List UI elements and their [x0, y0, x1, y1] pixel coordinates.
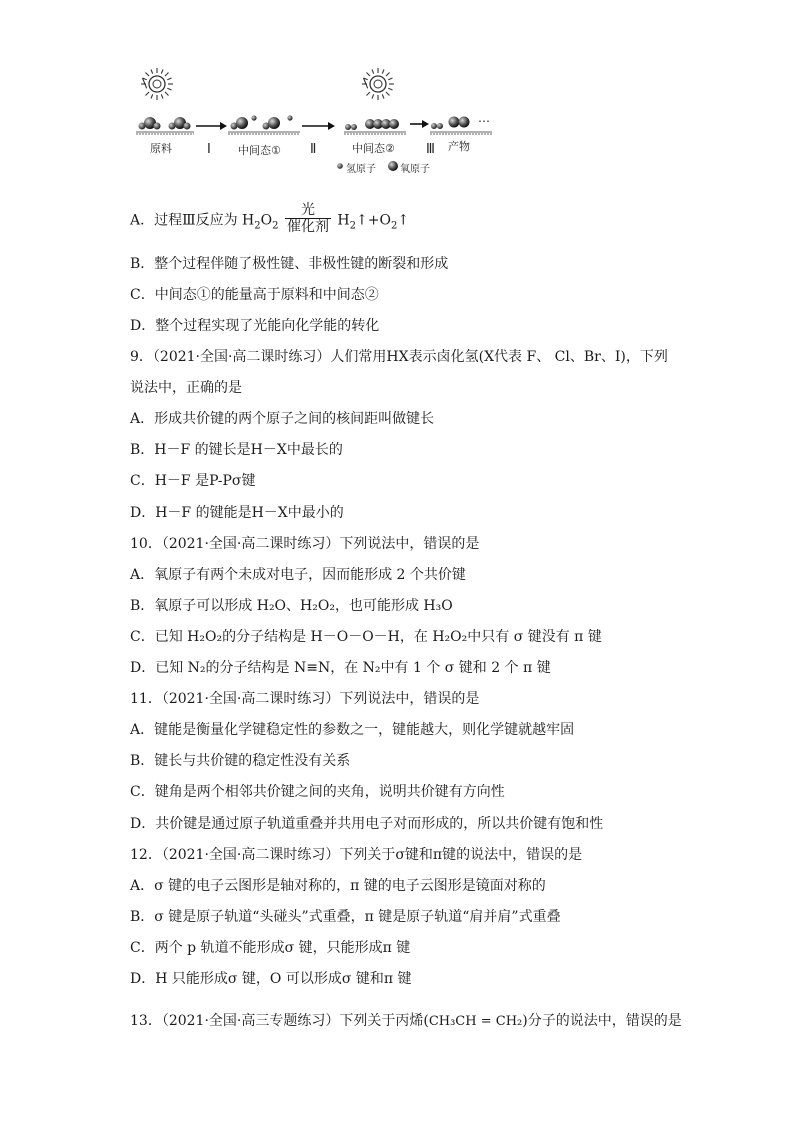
q9-option-d: D．H－F 的键能是H－X中最小的	[130, 505, 344, 521]
q13-stem	[130, 1011, 682, 1032]
q8-a-sub2: 2	[272, 220, 279, 232]
q8-option-c: C．中间态①的能量高于原料和中间态②	[130, 287, 379, 303]
q12-option-a: A．σ 键的电子云图形是轴对称的，π 键的电子云图形是镜面对称的	[130, 878, 546, 894]
q9-option-c: C．H－F 是P-Pσ键	[130, 473, 256, 489]
q9-option-a: A．形成共价键的两个原子之间的核间距叫做键长	[130, 411, 435, 427]
q8-a-condition-light: 光	[285, 202, 331, 219]
q8-option-a	[130, 204, 409, 237]
q11-option-a: A．键能是衡量化学键稳定性的参数之一，键能越大，则化学键就越牢固	[130, 722, 575, 738]
sun-icon-1	[141, 68, 173, 100]
legend-o-atom: 氧原子	[400, 164, 430, 175]
q10-stem: 10．（2021·全国·高二课时练习）下列说法中，错误的是	[130, 536, 480, 552]
q8-option-d: D．整个过程实现了光能向化学能的转化	[130, 318, 380, 334]
q8-a-mid: O	[260, 212, 273, 229]
q12-option-d: D．H 只能形成σ 键，O 可以形成σ 键和π 键	[130, 971, 412, 987]
arrow-1	[196, 122, 227, 130]
q13-propene-formula: CH₃CH = CH₂	[428, 1014, 523, 1029]
legend-o-atom-icon	[388, 161, 398, 171]
q8-a-sub1: 2	[254, 220, 261, 232]
q12-stem: 12．（2021·全国·高二课时练习）下列关于σ键和π键的说法中，错误的是	[130, 847, 583, 863]
reaction-diagram-svg	[130, 62, 510, 182]
intermediate-2-molecules	[345, 119, 399, 130]
q12-option-b: B．σ 键是原子轨道“头碰头”式重叠，π 键是原子轨道“肩并肩”式重叠	[130, 909, 561, 925]
q8-a-condition-catalyst: 催化剂	[286, 219, 329, 235]
q10-option-d: D．已知 N₂的分子结构是 N≡N，在 N₂中有 1 个 σ 键和 2 个 π 键	[130, 660, 551, 676]
label-raw: 原料	[150, 142, 172, 155]
arrow-3	[410, 120, 429, 128]
reaction-process-figure	[130, 62, 510, 182]
q11-stem: 11．（2021·全国·高二课时练习）下列说法中，错误的是	[130, 691, 480, 707]
legend-h-atom: 氢原子	[346, 164, 376, 175]
label-intermediate-2: 中间态②	[352, 142, 395, 155]
q8-a-rest2: ↑+O	[356, 212, 391, 229]
label-product: 产物	[448, 140, 470, 153]
label-intermediate-1: 中间态①	[238, 144, 281, 157]
q8-a-prefix: A．过程Ⅲ反应为 H	[130, 212, 255, 229]
q8-a-rest3: ↑	[397, 212, 410, 229]
q12-option-c: C．两个 p 轨道不能形成σ 键，只能形成π 键	[130, 940, 411, 956]
label-step-1: Ⅰ	[207, 142, 211, 157]
q8-a-rest-sub2: 2	[390, 220, 398, 232]
q13-stem-post: )分子的说法中，错误的是	[522, 1013, 682, 1029]
q13-stem-pre: 13．（2021·全国·高三专题练习）下列关于丙烯(	[130, 1013, 429, 1029]
q11-option-c: C．键角是两个相邻共价键之间的夹角，说明共价键有方向性	[130, 784, 505, 800]
legend-h-atom-icon	[337, 163, 343, 169]
sun-icon-2	[362, 68, 394, 100]
product-molecules	[431, 117, 470, 130]
catalyst-surface	[136, 132, 492, 134]
label-step-2: Ⅱ	[310, 142, 317, 157]
q9-stem-line1: 9．（2021·全国·高二课时练习）人们常用HX表示卤化氢(X代表 F、 Cl、Br、I)，下列	[130, 349, 668, 365]
raw-molecules	[139, 117, 191, 130]
label-step-3: Ⅲ	[426, 142, 435, 157]
q11-option-b: B．键长与共价键的稳定性没有关系	[130, 753, 351, 769]
q8-a-rest-sub: 2	[349, 220, 357, 232]
q8-a-reaction-condition	[285, 202, 331, 235]
intermediate-1-molecules	[231, 115, 293, 129]
q8-option-b: B．整个过程伴随了极性键、非极性键的断裂和形成	[130, 256, 449, 272]
q9-stem-line2: 说法中，正确的是	[130, 380, 242, 396]
q10-option-c: C．已知 H₂O₂的分子结构是 H－O－O－H，在 H₂O₂中只有 σ 键没有 π 键	[130, 629, 602, 645]
q11-option-d: D．共价键是通过原子轨道重叠并共用电子对而形成的，所以共价键有饱和性	[130, 816, 604, 832]
label-ellipsis: ⋯	[478, 114, 490, 128]
q9-option-b: B．H－F 的键长是H－X中最长的	[130, 442, 343, 458]
q10-option-a: A．氧原子有两个未成对电子，因而能形成 2 个共价键	[130, 567, 466, 583]
arrow-2	[302, 122, 335, 130]
q10-option-b: B．氧原子可以形成 H₂O、H₂O₂，也可能形成 H₃O	[130, 598, 453, 614]
q8-a-rest: H	[332, 212, 350, 229]
